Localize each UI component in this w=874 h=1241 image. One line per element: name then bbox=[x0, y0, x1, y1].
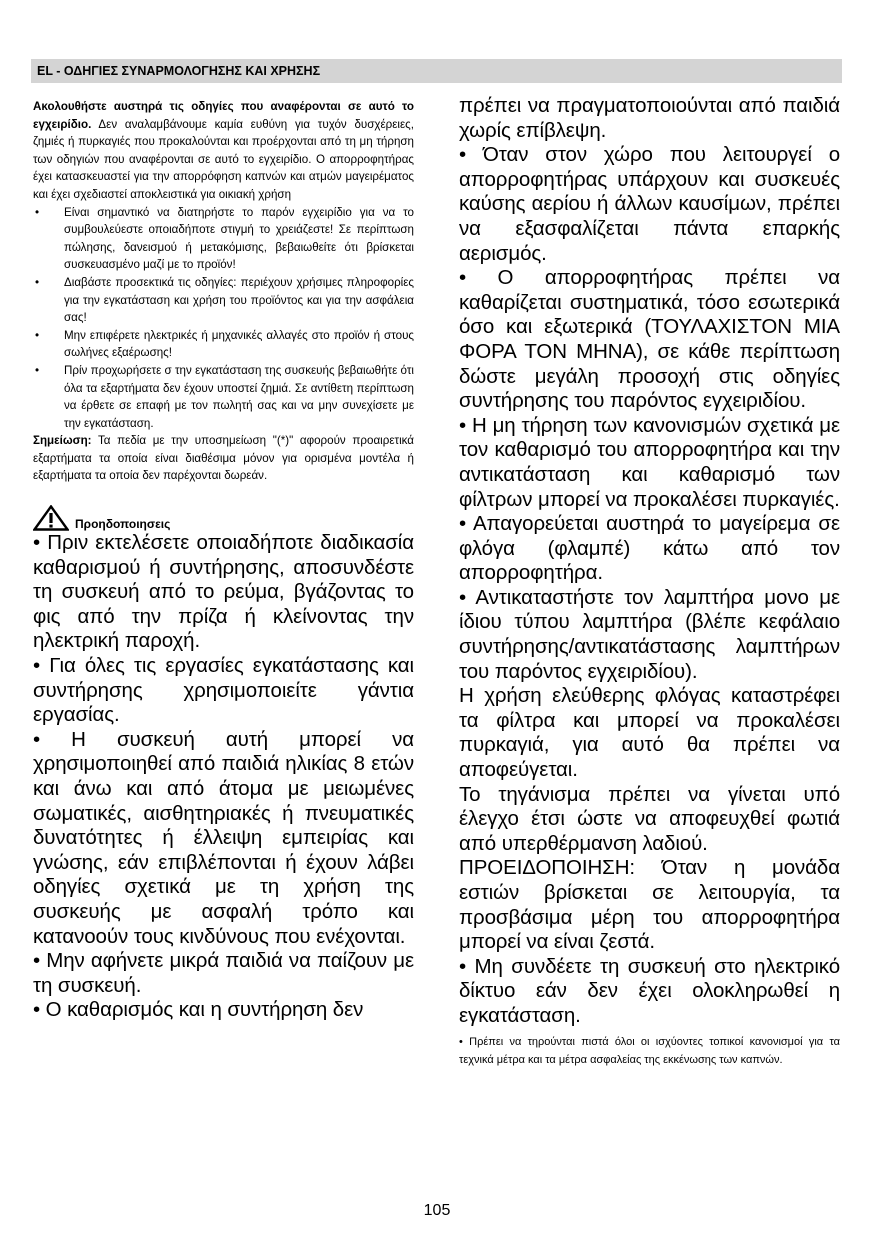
warning-paragraph: Η χρήση ελεύθερης φλόγας καταστρέφει τα φίλτρα και μπορεί να προκαλέσει πυρκαγιά, για αυτό θα πρέπει να αποφεύγεται. bbox=[459, 684, 840, 782]
list-item: • Διαβάστε προσεκτικά τις οδηγίες: περιέχουν χρήσιμες πληροφορίες για την εγκατάσταση και χρήση του προϊόντος και για την ασφάλεια σας! bbox=[35, 275, 414, 325]
note-bold: Σημείωση: bbox=[33, 434, 92, 448]
warning-paragraph: • Ο απορροφητήρας πρέπει να καθαρίζεται συστηματικά, τόσο εσωτερικά όσο και εξωτερικά (ΤΟΥΛΑΧΙΣΤΟΝ ΜΙΑ ΦΟΡΑ ΤΟΝ ΜΗΝΑ), σε κάθε περίπτωση δώστε μεγάλη προσοχή στις οδηγίες συντήρησης του παρόντος εγχειριδίου. bbox=[459, 266, 840, 413]
intro-paragraph bbox=[33, 98, 414, 204]
bullet-icon: • bbox=[35, 205, 40, 219]
note-text: Τα πεδία με την υποσημείωση "(*)" αφορούν προαιρετικά εξαρτήματα τα οποία είναι διαθέσιμα μόνον για ορισμένα μοντέλα ή εξαρτήματα τα οποία δεν παρέχονται δωρεάν. bbox=[33, 434, 414, 483]
list-item: • Είναι σημαντικό να διατηρήστε το παρόν εγχειρίδιο για να το συμβουλεύεστε οποιαδήποτε στιγμή το χρειάζεστε! Σε περίπτωση πώλησης, δανεισμού ή μετακόμισης, βεβαιωθείτε ότι βρίσκεται συσκευασμένο μαζί με το προϊόν! bbox=[35, 205, 414, 272]
warning-icon bbox=[33, 505, 69, 531]
intro-text: Δεν αναλαμβάνουμε καμία ευθύνη για τυχόν δυσχέρειες, ζημιές ή πυρκαγιές που προκαλούνται και προέρχονται από τη μη τήρηση των οδηγιών που αναφέρονται σε αυτό το εγχειρίδιο. Ο απορροφητήρας έχει κατασκευαστεί για την απορρόφηση καπνών και ατμών μαγειρέματος και έχει σχεδιαστεί αποκλειστικά για οικιακή χρήση bbox=[33, 117, 414, 201]
bullet-icon: • bbox=[35, 363, 40, 377]
warning-paragraph: • Πριν εκτελέσετε οποιαδήποτε διαδικασία καθαρισμού ή συντήρησης, αποσυνδέστε τη συσκευή από το ρεύμα, βγάζοντας το φις από την πρίζα ή κλείνοντας την ηλεκτρική παροχή. bbox=[33, 531, 414, 653]
bullet-icon: • bbox=[35, 328, 40, 342]
warning-paragraph: • Ο καθαρισμός και η συντήρηση δεν bbox=[33, 998, 364, 1022]
list-item: • Πρίν προχωρήσετε σ την εγκατάσταση της συσκευής βεβαιωθήτε ότι όλα τα εξαρτήματα δεν έχουν υποστεί ζημιά. Σε αντίθετη περίπτωση να έρθετε σε επαφή με τον πωλητή σας και να μην συνεχίσετε με την εγκατάσταση. bbox=[35, 363, 414, 430]
left-column bbox=[33, 98, 414, 1023]
warnings-label: Προηδοποιησεις bbox=[75, 517, 171, 532]
bullet-icon: • bbox=[35, 275, 40, 289]
list-item: • Μην επιφέρετε ηλεκτρικές ή μηχανικές αλλαγές στο προϊόν ή στους σωλήνες εξαέρωσης! bbox=[35, 328, 414, 360]
intro-bold: Ακολουθήστε αυστηρά τις οδηγίες που αναφέρονται σε αυτό το εγχειρίδιο. bbox=[33, 100, 414, 131]
final-note: • Πρέπει να τηρούνται πιστά όλοι οι ισχύοντες τοπικοί κανονισμοί για τα τεχνικά μέτρα και τα μέτρα ασφαλείας της εκκένωσης των καπνών. bbox=[459, 1035, 840, 1066]
intro-bullet-list bbox=[33, 204, 414, 433]
warning-paragraph: πρέπει να πραγματοποιούνται από παιδιά χωρίς επίβλεψη. bbox=[459, 94, 840, 142]
note-paragraph bbox=[33, 432, 414, 485]
warnings-heading bbox=[33, 505, 414, 531]
warning-paragraph: • Η συσκευή αυτή μπορεί να χρησιμοποιηθεί από παιδιά ηλικίας 8 ετών και άνω και από άτομα με μειωμένες σωματικές, αισθητηριακές ή πνευματικές δυνατότητες ή έλλειψη εμπειρίας και γνώσης, εάν επιβλέπονται ή έχουν λάβει οδηγίες σχετικά με τη χρήση της συσκευής με ασφαλή τρόπο και κατανοούν τους κινδύνους που ενέχονται. bbox=[33, 727, 414, 948]
warning-paragraph: • Η μη τήρηση των κανονισμών σχετικά με τον καθαρισμό του απορροφητήρα και την αντικατάσταση και καθαρισμό των φίλτρων μπορεί να προκαλέσει πυρκαγιές. bbox=[459, 413, 840, 511]
warning-paragraph: ΠΡΟΕΙΔΟΠΟΙΗΣΗ: Όταν η μονάδα εστιών βρίσκεται σε λειτουργία, τα προσβάσιμα μέρη του απορροφητήρα μπορεί να είναι ζεστά. bbox=[459, 856, 840, 954]
page-header: EL - ΟΔΗΓΙΕΣ ΣΥΝΑΡΜΟΛΟΓΗΣΗΣ ΚΑΙ ΧΡΗΣΗΣ bbox=[31, 59, 842, 83]
right-column bbox=[459, 94, 840, 1069]
warning-paragraph: Το τηγάνισμα πρέπει να γίνεται υπό έλεγχο έτσι ώστε να αποφευχθεί φωτιά από υπερθέρμανση λαδιού. bbox=[459, 782, 840, 855]
warning-paragraph: • Αντικαταστήστε τον λαμπτήρα μονο με ίδιου τύπου λαμπτήρα (βλέπε κεφάλαιο συντήρησης/αντικατάστασης λαμπτήρων του παρόντος εγχειριδίου). bbox=[459, 585, 840, 683]
page-number: 105 bbox=[423, 1202, 451, 1219]
warning-paragraph: • Μην αφήνετε μικρά παιδιά να παίζουν με τη συσκευή. bbox=[33, 949, 414, 997]
warning-paragraph: • Απαγορεύεται αυστηρά το μαγείρεμα σε φλόγα (φλαμπέ) κάτω από τον απορροφητήρα. bbox=[459, 512, 840, 585]
warning-paragraph: • Μη συνδέετε τη συσκευή στο ηλεκτρικό δίκτυο εάν δεν έχει ολοκληρωθεί η εγκατάσταση. bbox=[459, 954, 840, 1027]
warning-paragraph: • Όταν στον χώρο που λειτουργεί ο απορροφητήρας υπάρχουν και συσκευές καύσης αερίου ή άλλων καυσίμων, πρέπει να εξασφαλίζεται πάντα επαρκής αερισμός. bbox=[459, 143, 840, 265]
warning-paragraph: • Για όλες τις εργασίες εγκατάστασης και συντήρησης χρησιμοποιείτε γάντια εργασίας. bbox=[33, 654, 414, 727]
